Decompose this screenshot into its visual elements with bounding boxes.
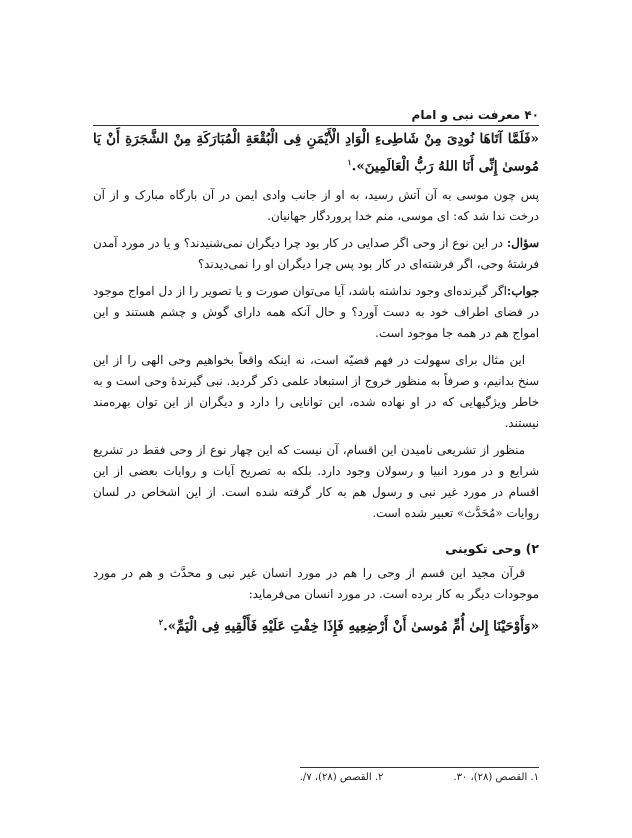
translation-paragraph: پس چون موسی به آن آتش رسید، به او از جانب وادی ایمن در آن بارگاه مبارک و از آن درخت ندا شد که: ای موسی، منم خدا پروردگار جهانیان. bbox=[93, 187, 539, 223]
explanation-paragraph: این مثال برای سهولت در فهم قضیّه است، نه اینکه واقعاً بخواهیم وحی الهی را از این سنخ بدانیم، و صرفاً به منظور خروج از استبعاد علمی ذکر گردید. نبی گیرندهٔ وحی است و به خاطر ویژگیهایی که در او نهاده شده، این توانایی را دارد و دیگران از این توان بهره‌مند نیستند. bbox=[93, 352, 539, 430]
page-body bbox=[93, 128, 539, 644]
footnote-divider bbox=[300, 767, 539, 768]
question-paragraph bbox=[93, 233, 539, 275]
quran-verse-2 bbox=[93, 611, 539, 639]
verse-2-text: «وَأَوْحَیْنَا إِلیٰ أُمِّ مُوسیٰ أَنْ أَرْضِعِیهِ فَإِذَا خِفْتِ عَلَیْهِ فَأَلْقِیهِ فِی الْیَمِّ». bbox=[163, 618, 539, 634]
footnote-1: ۱. القصص (۲۸)، ۳۰. bbox=[453, 772, 539, 783]
footnote-marker-1[interactable]: ۱ bbox=[347, 157, 352, 167]
answer-text: اگر گیرنده‌ای وجود نداشته باشد، آیا می‌توان صورت و یا تصویر را از دل امواج موجود در فضای اطراف خود به دست آورد؟ و حال آنکه همه دارای گوش و چشم هستند و این امواج هم در همه جا موجود است. bbox=[93, 283, 539, 340]
footnote-marker-2[interactable]: ۲ bbox=[158, 616, 164, 627]
quran-verse-1 bbox=[93, 128, 539, 179]
section-heading: ۲) وحی تکوینی bbox=[445, 540, 539, 556]
question-text: در این نوع از وحی اگر صدایی در کار بود چرا دیگران نمی‌شنیدند؟ و یا در مورد آمدن فرشتهٔ وحی، اگر فرشته‌ای در کار بود پس چرا دیگران او را نمی‌دیدند؟ bbox=[93, 235, 539, 271]
tashrii-paragraph: منظور از تشریعی نامیدن این اقسام، آن نیست که این چهار نوع از وحی فقط در تشریع شرایع و در مورد انبیا و رسولان وجود دارد. بلکه به تصریح آیات و روایات بعضی از این اقسام در مورد غیر نبی و رسول هم به کار گرفته شده است. از این اشخاص در لسان روایات «مُحَدَّث» تعبیر شده است. bbox=[93, 442, 539, 520]
answer-paragraph bbox=[93, 281, 539, 344]
verse-1-text: «فَلَمَّا آتَاهَا نُودِیَ مِنْ شَاطِیءِ الْوَادِ الْأَیْمَنِ فِی الْبُقْعَةِ الْمُبَارَکَةِ مِنْ الشَّجَرَةِ أَنْ یَا مُوسیٰ إِنِّی أَنَا اللهُ رَبُّ الْعَالَمِینَ». bbox=[93, 131, 539, 175]
footnote-2: ۲. القصص (۲۸)، ۷/. bbox=[299, 772, 384, 783]
takvini-paragraph: قرآن مجید این قسم از وحی را هم در مورد انسان غیر نبی و محدَّث و هم در مورد موجودات دیگر به کار برده است. در مورد انسان می‌فرماید: bbox=[93, 565, 539, 601]
footnotes bbox=[93, 772, 539, 783]
answer-label: جواب: bbox=[506, 283, 539, 298]
running-header bbox=[93, 108, 539, 126]
question-label: سؤال: bbox=[506, 235, 539, 250]
header-title: ۴۰ معرفت نبی و امام bbox=[411, 108, 539, 122]
